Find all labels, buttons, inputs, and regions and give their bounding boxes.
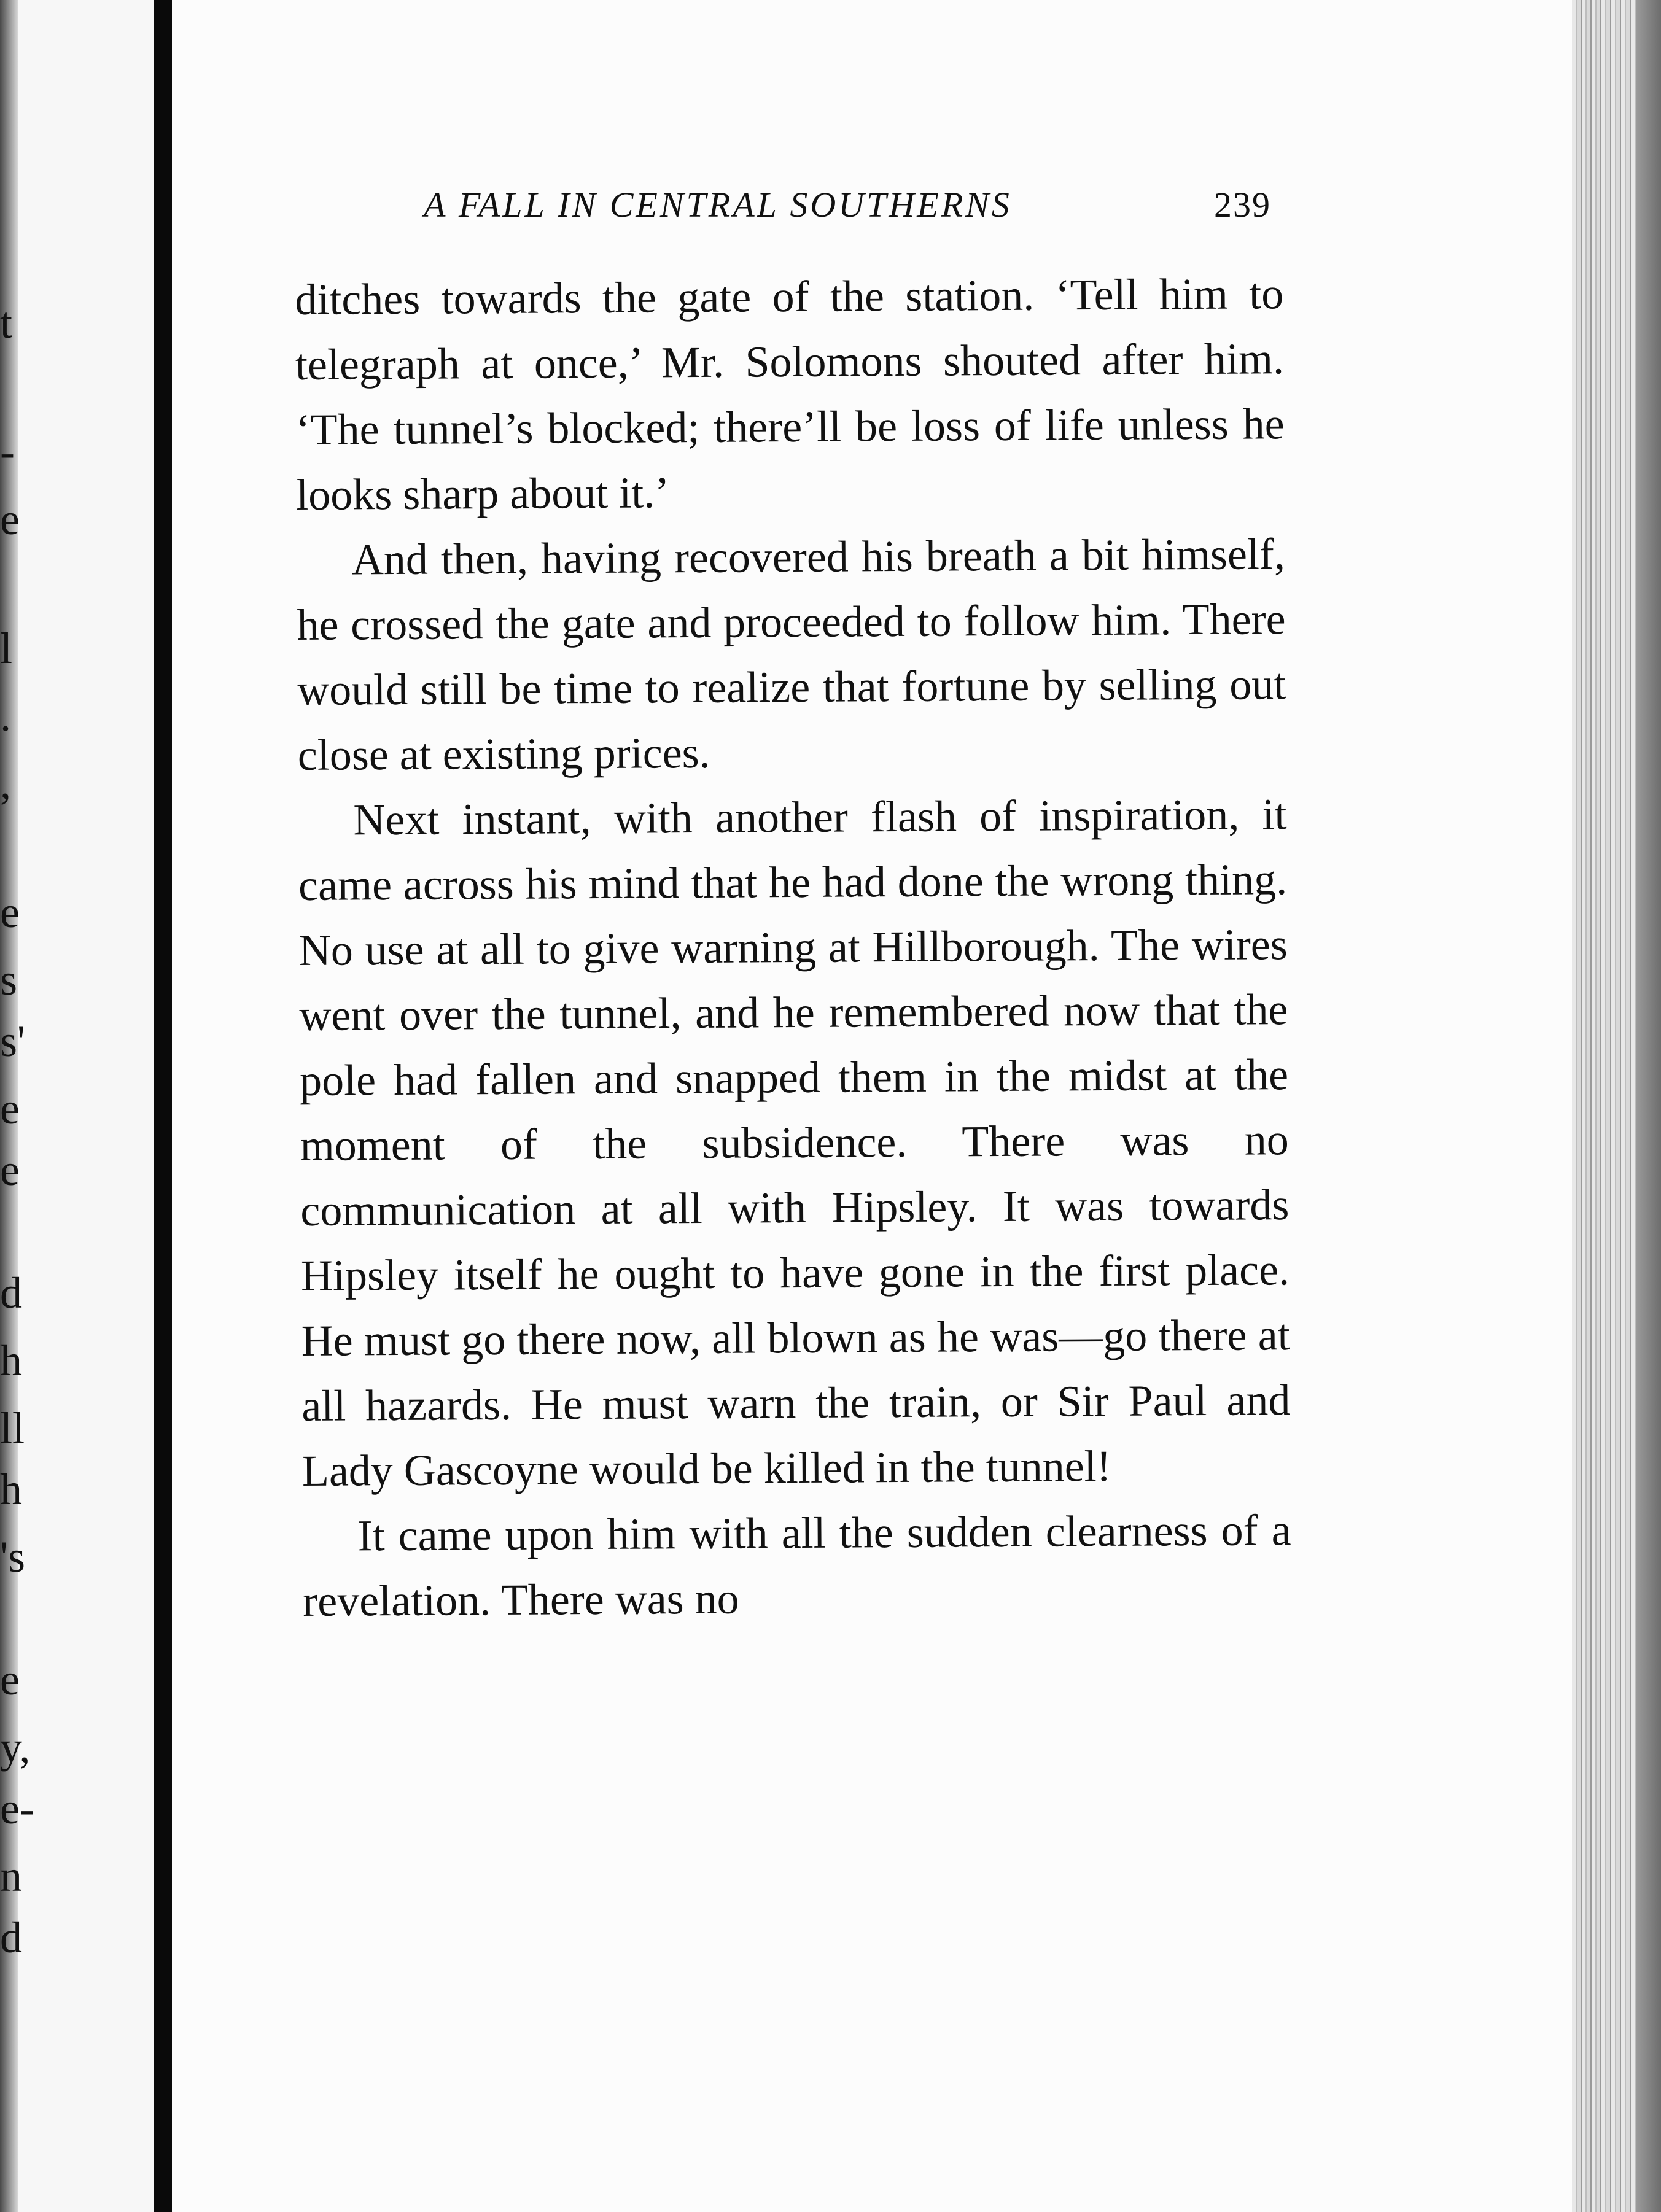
- paragraph: It came upon him with all the sudden clearness of a revelation. There was no: [303, 1505, 1291, 1626]
- page-edges: [1572, 0, 1661, 2212]
- left-fragment: y,: [0, 1723, 31, 1772]
- left-fragment: ,: [0, 759, 11, 808]
- left-fragment: .: [0, 691, 11, 740]
- left-fragment: -: [0, 427, 15, 476]
- book-gutter: [154, 0, 172, 2212]
- running-title: A FALL IN CENTRAL SOUTHERNS: [424, 185, 1012, 225]
- left-fragment: n: [0, 1852, 22, 1901]
- left-fragment: l: [0, 624, 13, 673]
- left-fragment: s: [0, 955, 18, 1004]
- running-header: [424, 184, 1271, 233]
- left-fragment: s': [0, 1017, 25, 1066]
- left-fragment: e: [0, 1146, 20, 1195]
- left-fragment: t: [0, 298, 13, 347]
- left-fragment: e: [0, 888, 20, 937]
- left-fragment: h: [0, 1465, 22, 1514]
- facing-page-fragment: [0, 0, 154, 2212]
- paragraph: And then, having recovered his breath a bit himself, he crossed the gate and proceeded to follow him. There would still be time to realize that fortune by selling out close at existing prices.: [297, 529, 1286, 780]
- paragraph: ditches towards the gate of the station. ‘Tell him to telegraph at once,’ Mr. Solomons shouted after him. ‘The tunnel’s blocked; there’ll be loss of life unless he looks sharp about it.’: [295, 269, 1285, 519]
- left-fragment: e-: [0, 1784, 34, 1833]
- body-text: [295, 261, 1292, 1634]
- left-fragment: ll: [0, 1403, 25, 1453]
- left-fragment: d: [0, 1913, 22, 1962]
- left-fragment: e: [0, 1084, 20, 1133]
- left-fragment: 's: [0, 1532, 25, 1581]
- page-number: 239: [1214, 185, 1271, 225]
- left-fragment: e: [0, 1655, 20, 1704]
- left-fragment: e: [0, 495, 20, 544]
- left-fragment: h: [0, 1336, 22, 1385]
- left-fragment: d: [0, 1268, 22, 1317]
- paragraph: Next instant, with another flash of inspiration, it came across his mind that he had done the wrong thing. No use at all to give warning at Hillborough. The wires went over the tunnel, and he remembered now that the pole had fallen and snapped them in the midst at the moment of the subsidence. There was no communication at all with Hipsley. It was towards Hipsley itself he ought to have gone in the first place. He must go there now, all blown as he was—go there at all hazards. He must warn the train, or Sir Paul and Lady Gascoyne would be killed in the tunnel!: [298, 790, 1291, 1496]
